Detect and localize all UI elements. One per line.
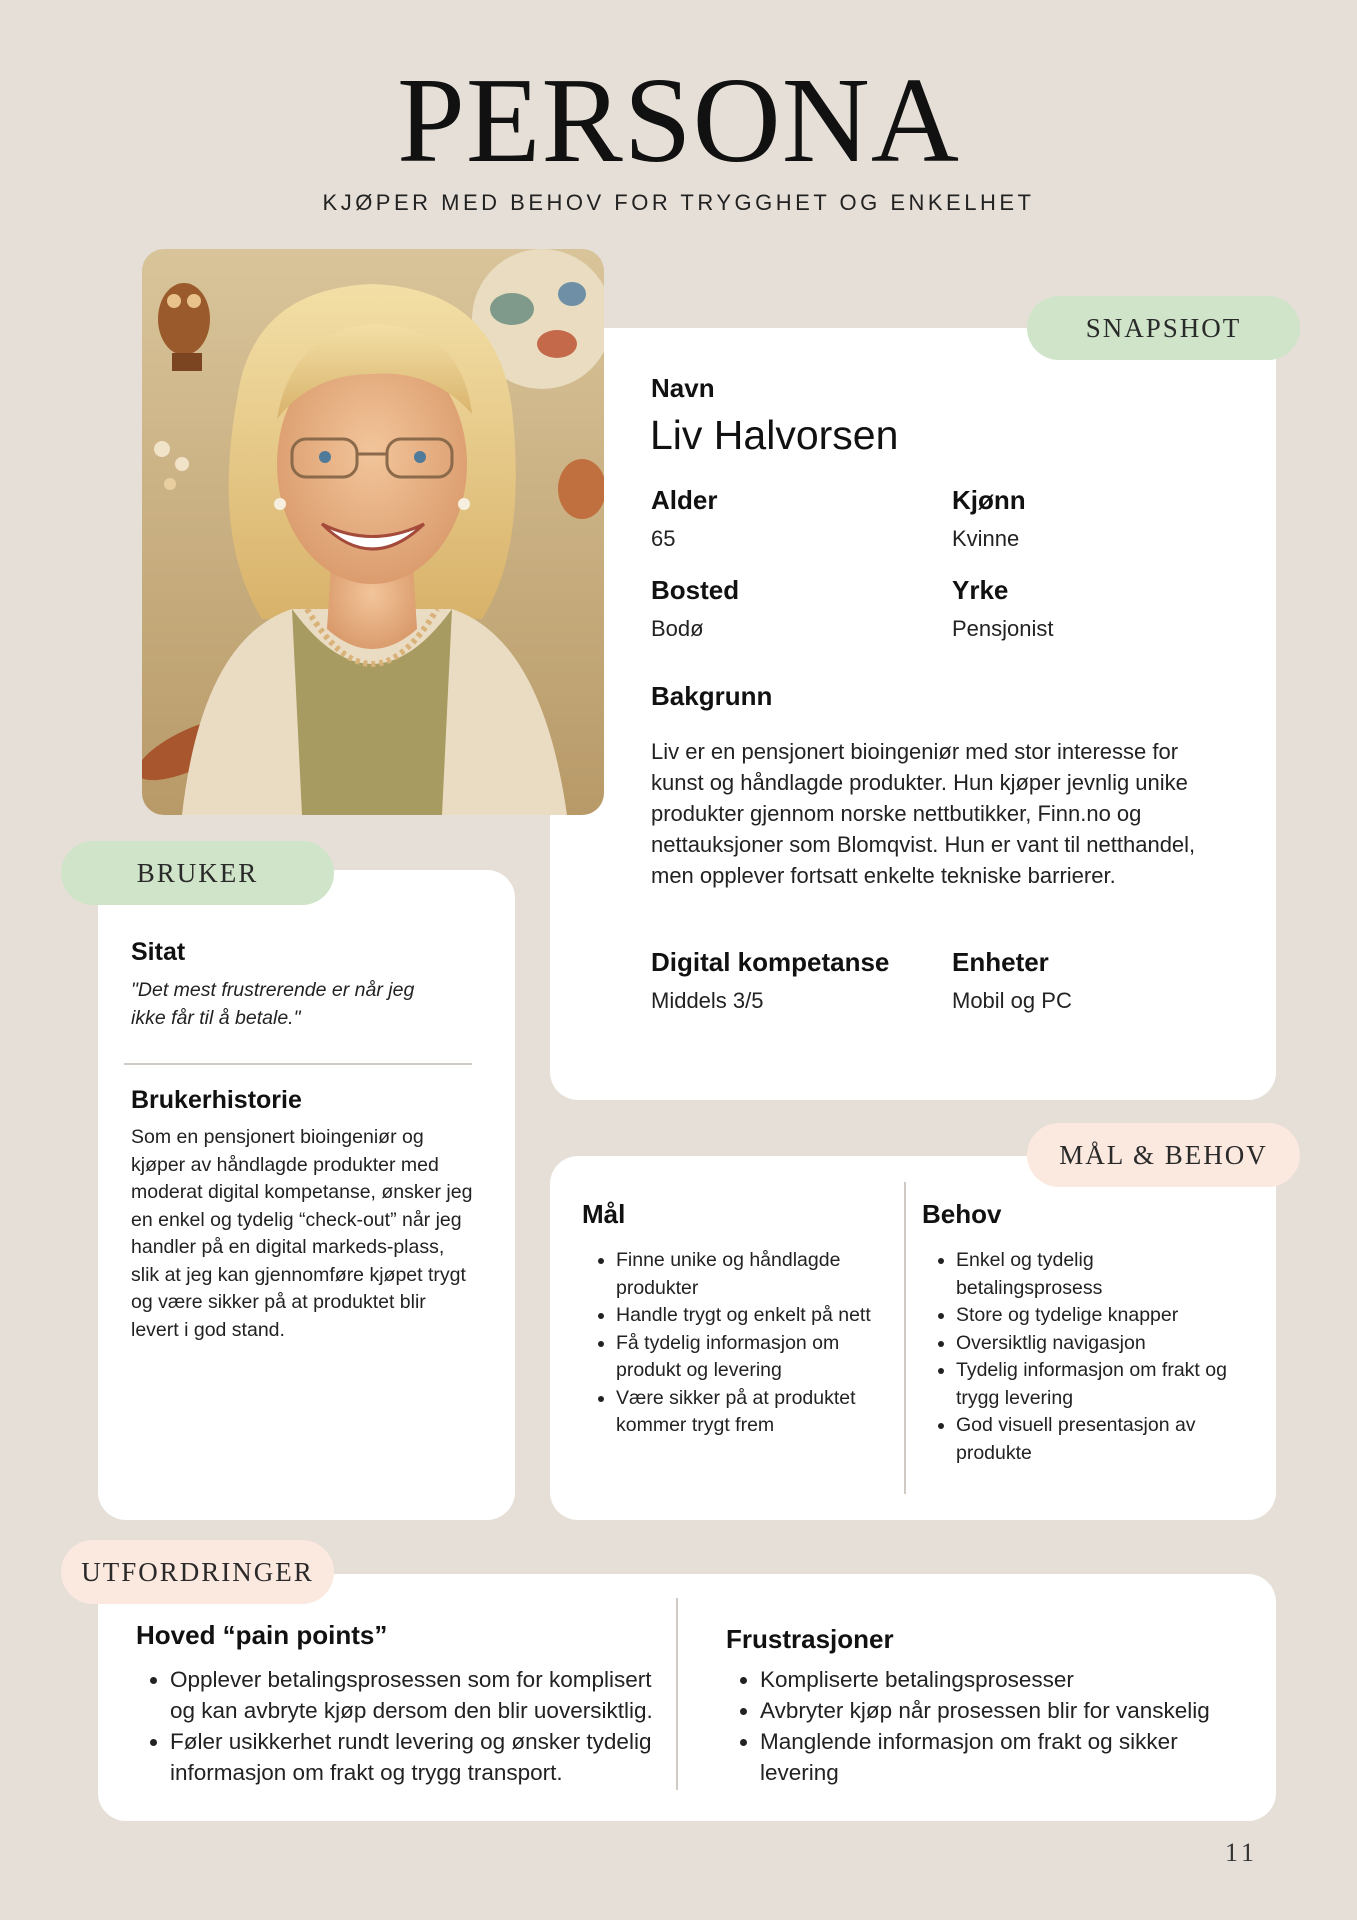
list-item: • Kompliserte betalingsprosesser bbox=[760, 1664, 1226, 1695]
digital-competence-label: Digital kompetanse bbox=[651, 947, 890, 977]
occupation-label: Yrke bbox=[952, 575, 1009, 605]
challenges-tag: UTFORDRINGER bbox=[61, 1540, 334, 1604]
list-item: • Manglende informasjon om frakt og sikker levering bbox=[760, 1726, 1226, 1788]
gender-label: Kjønn bbox=[952, 485, 1026, 515]
page-subtitle: KJØPER MED BEHOV FOR TRYGGHET OG ENKELHET bbox=[322, 190, 1035, 215]
needs-label: Behov bbox=[922, 1199, 1002, 1229]
name-label: Navn bbox=[651, 373, 715, 403]
snapshot-tag: SNAPSHOT bbox=[1027, 296, 1300, 360]
needs-list bbox=[922, 1247, 1232, 1467]
list-item: • Handle trygt og enkelt på nett bbox=[616, 1302, 892, 1330]
list-item: • Store og tydelige knapper bbox=[956, 1302, 1232, 1330]
user-tag: BRUKER bbox=[61, 841, 334, 905]
goals-needs-tag: MÅL & BEHOV bbox=[1027, 1123, 1300, 1187]
persona-photo bbox=[142, 249, 604, 815]
age-label: Alder bbox=[651, 485, 718, 515]
frustrations-list bbox=[726, 1664, 1226, 1788]
goals-label: Mål bbox=[582, 1199, 626, 1229]
goals-list bbox=[582, 1247, 892, 1440]
quote-label: Sitat bbox=[131, 938, 186, 966]
pain-points-label: Hoved “pain points” bbox=[136, 1620, 388, 1650]
persona-name: Liv Halvorsen bbox=[650, 412, 899, 458]
page-number: 11 bbox=[1225, 1838, 1259, 1867]
list-item: • Oversiktlig navigasjon bbox=[956, 1330, 1232, 1358]
goals-needs-divider bbox=[904, 1182, 906, 1494]
devices-value: Mobil og PC bbox=[952, 988, 1072, 1013]
age-value: 65 bbox=[651, 526, 676, 551]
list-item: • Finne unike og håndlagde produkter bbox=[616, 1247, 892, 1302]
list-item: • Få tydelig informasjon om produkt og levering bbox=[616, 1330, 892, 1385]
story-label: Brukerhistorie bbox=[131, 1086, 302, 1114]
list-item: • Tydelig informasjon om frakt og trygg levering bbox=[956, 1357, 1232, 1412]
list-item: • Opplever betalingsprosessen som for komplisert og kan avbryte kjøp dersom den blir uoversiktlig. bbox=[170, 1664, 666, 1726]
page-title: PERSONA bbox=[397, 53, 960, 188]
list-item: • Enkel og tydelig betalingsprosess bbox=[956, 1247, 1232, 1302]
user-divider bbox=[124, 1063, 472, 1065]
gender-value: Kvinne bbox=[952, 526, 1020, 551]
background-text: Liv er en pensjonert bioingeniør med stor interesse for kunst og håndlagde produkter. Hun kjøper jevnlig unike produkter gjennom norske nettbutikker, Finn.no og nettauksjoner som Blomqvist. Hun er vant til netthandel, men opplever fortsatt enkelte tekniske barrierer. bbox=[651, 739, 1196, 888]
list-item: • Føler usikkerhet rundt levering og ønsker tydelig informasjon om frakt og trygg transport. bbox=[170, 1726, 666, 1788]
occupation-value: Pensjonist bbox=[952, 616, 1054, 641]
frustrations-label: Frustrasjoner bbox=[726, 1624, 894, 1654]
challenges-divider bbox=[676, 1598, 678, 1790]
background-label: Bakgrunn bbox=[651, 681, 773, 711]
pain-points-list bbox=[136, 1664, 666, 1788]
list-item: • Avbryter kjøp når prosessen blir for vanskelig bbox=[760, 1695, 1226, 1726]
location-value: Bodø bbox=[651, 616, 704, 641]
list-item: • Være sikker på at produktet kommer trygt frem bbox=[616, 1385, 892, 1440]
location-label: Bosted bbox=[651, 575, 740, 605]
story-text: Som en pensjonert bioingeniør og kjøper av håndlagde produkter med moderat digital kompetanse, ønsker jeg en enkel og tydelig “check-out” når jeg handler på en digital markeds-plass, slik at jeg kan gjennomføre kjøpet trygt og være sikker på at produktet blir levert i god stand. bbox=[131, 1126, 473, 1341]
digital-competence-value: Middels 3/5 bbox=[651, 988, 764, 1013]
devices-label: Enheter bbox=[952, 947, 1049, 977]
list-item: • God visuell presentasjon av produkte bbox=[956, 1412, 1232, 1467]
quote-text: "Det mest frustrerende er når jeg ikke får til å betale." bbox=[131, 979, 415, 1029]
